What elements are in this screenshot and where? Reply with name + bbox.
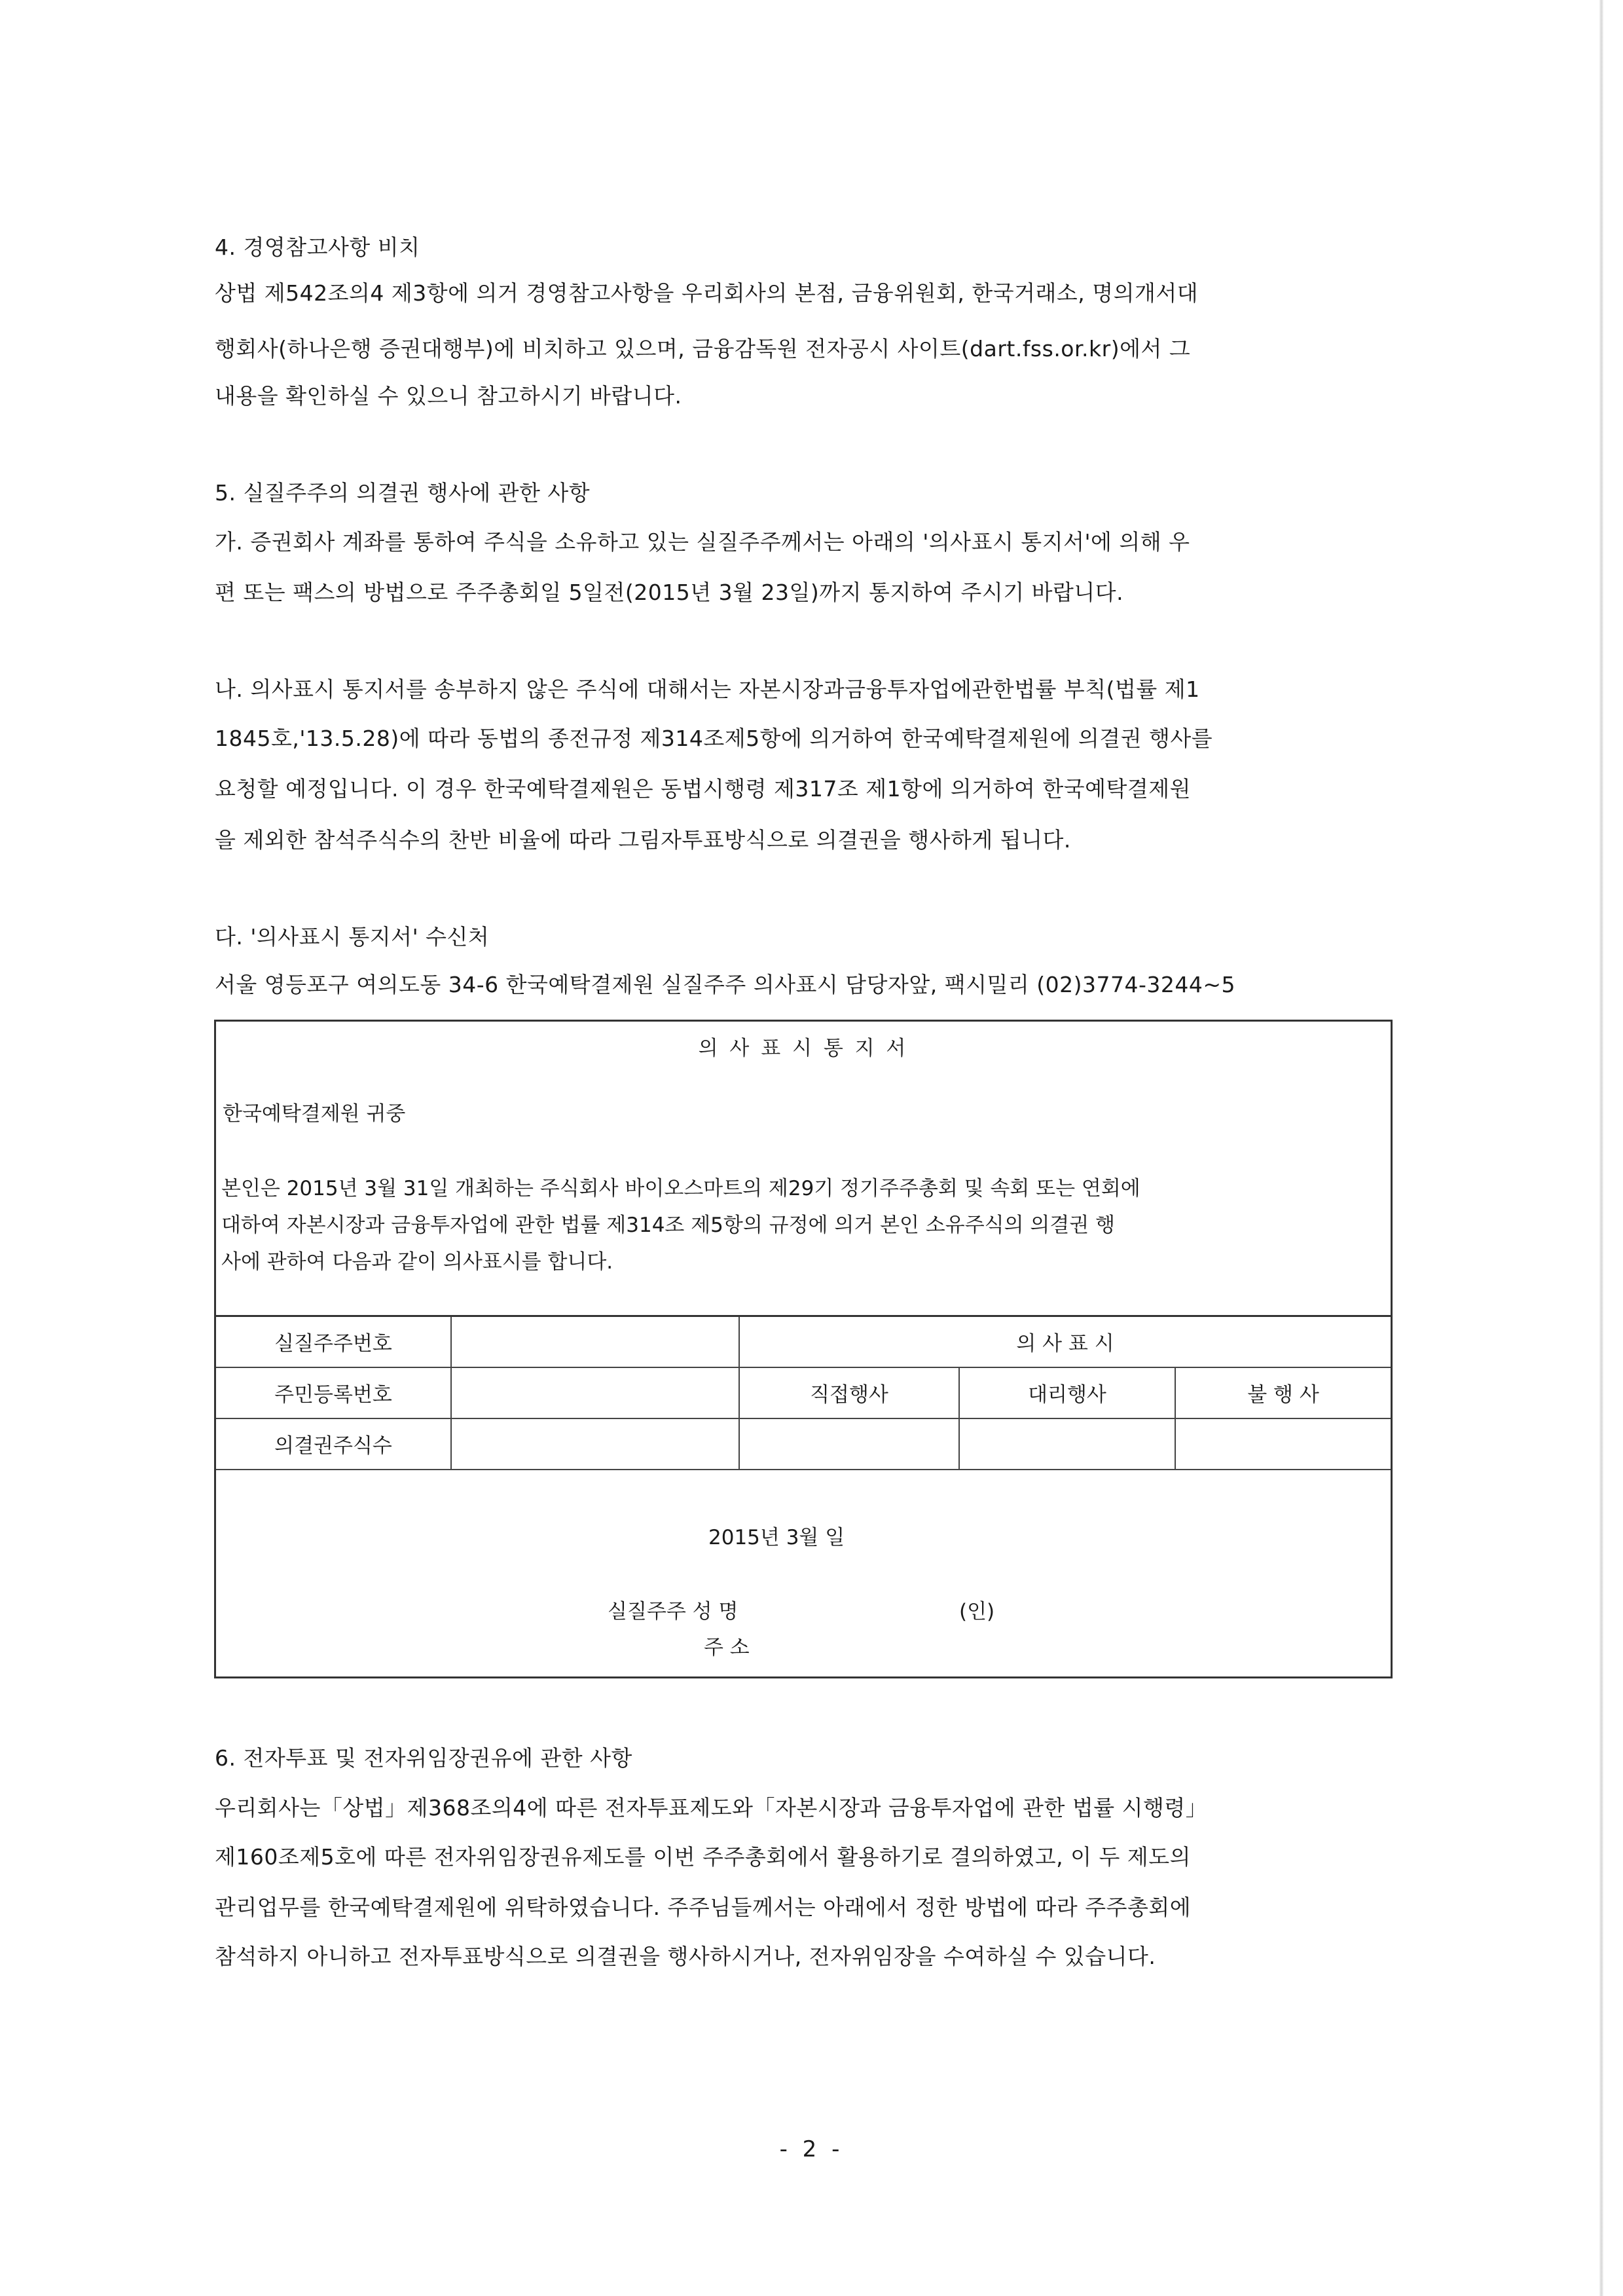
section6-line-4: 참석하지 아니하고 전자투표방식으로 의결권을 행사하시거나, 전자위임장을 수여하실 수 있습니다. — [215, 1944, 1156, 1969]
form-body-line-3: 사에 관하여 다음과 같이 의사표시를 합니다. — [221, 1250, 613, 1274]
form-recipient: 한국예탁결제원 귀중 — [223, 1102, 406, 1126]
section5-na-line-2: 1845호,'13.5.28)에 따라 동법의 종전규정 제314조제5항에 의거하여 한국예탁결제원에 의결권 행사를 — [215, 726, 1213, 751]
notice-form — [214, 1020, 1393, 1678]
option-direct-vote: 직접행사 — [739, 1367, 959, 1418]
vote-intent-header: 의 사 표 시 — [739, 1316, 1391, 1367]
section6-heading: 6. 전자투표 및 전자위임장권유에 관한 사항 — [215, 1745, 632, 1771]
section5-na-line-3: 요청할 예정입니다. 이 경우 한국예탁결제원은 동법시행령 제317조 제1항에 의거하여 한국예탁결제원 — [215, 776, 1191, 802]
row-label-resident-number: 주민등록번호 — [216, 1367, 451, 1418]
section5-ga-line-1: 가. 증권회사 계좌를 통하여 주식을 소유하고 있는 실질주주께서는 아래의 '의사표시 통지서'에 의해 우 — [215, 529, 1190, 555]
voting-shares-field[interactable] — [451, 1418, 739, 1470]
address-label: 주 소 — [704, 1636, 750, 1659]
direct-vote-field[interactable] — [739, 1418, 959, 1470]
option-no-vote: 불 행 사 — [1175, 1367, 1391, 1418]
resident-number-field[interactable] — [451, 1367, 739, 1418]
section5-heading: 5. 실질주주의 의결권 행사에 관한 사항 — [215, 480, 591, 506]
section5-na-line-1: 나. 의사표시 통지서를 송부하지 않은 주식에 대해서는 자본시장과금융투자업에관한법률 부칙(법률 제1 — [215, 676, 1200, 702]
row-label-voting-shares: 의결권주식수 — [216, 1418, 451, 1470]
section6-line-3: 관리업무를 한국예탁결제원에 위탁하였습니다. 주주님들께서는 아래에서 정한 방법에 따라 주주총회에 — [215, 1895, 1192, 1920]
option-proxy-vote: 대리행사 — [959, 1367, 1175, 1418]
form-date: 2015년 3월 일 — [708, 1526, 845, 1549]
section5-na-line-4: 을 제외한 참석주식수의 찬반 비율에 따라 그림자투표방식으로 의결권을 행사하게 됩니다. — [215, 827, 1071, 853]
section5-da-address: 서울 영등포구 여의도동 34-6 한국예탁결제원 실질주주 의사표시 담당자앞, 팩시밀리 (02)3774-3244~5 — [215, 972, 1236, 997]
section5-da-heading: 다. '의사표시 통지서' 수신처 — [215, 924, 490, 950]
shareholder-number-field[interactable] — [451, 1316, 739, 1367]
no-vote-field[interactable] — [1175, 1418, 1391, 1470]
section4-heading: 4. 경영참고사항 비치 — [215, 234, 420, 260]
form-title: 의 사 표 시 통 지 서 — [698, 1037, 909, 1060]
scan-edge — [1599, 0, 1603, 2296]
form-body-line-1: 본인은 2015년 3월 31일 개최하는 주식회사 바이오스마트의 제29기 정기주주총회 및 속회 또는 연회에 — [221, 1177, 1140, 1200]
section4-line-2: 행회사(하나은행 증권대행부)에 비치하고 있으며, 금융감독원 전자공시 사이트(dart.fss.or.kr)에서 그 — [215, 336, 1191, 361]
section4-line-1: 상법 제542조의4 제3항에 의거 경영참고사항을 우리회사의 본점, 금융위원회, 한국거래소, 명의개서대 — [215, 280, 1199, 306]
proxy-vote-field[interactable] — [959, 1418, 1175, 1470]
section5-ga-line-2: 편 또는 팩스의 방법으로 주주총회일 5일전(2015년 3월 23일)까지 통지하여 주시기 바랍니다. — [215, 580, 1124, 605]
section4-line-3: 내용을 확인하실 수 있으니 참고하시기 바랍니다. — [215, 383, 682, 409]
form-body-line-2: 대하여 자본시장과 금융투자업에 관한 법률 제314조 제5항의 규정에 의거 본인 소유주식의 의결권 행 — [221, 1213, 1116, 1237]
seal-mark: (인) — [959, 1600, 995, 1623]
section6-line-1: 우리회사는「상법」제368조의4에 따른 전자투표제도와「자본시장과 금융투자업에 관한 법률 시행령」 — [215, 1795, 1208, 1821]
page-number: - 2 - — [779, 2136, 844, 2162]
row-label-shareholder-number: 실질주주번호 — [216, 1316, 451, 1367]
section6-line-2: 제160조제5호에 따른 전자위임장권유제도를 이번 주주총회에서 활용하기로 결의하였고, 이 두 제도의 — [215, 1844, 1191, 1870]
signer-label: 실질주주 성 명 — [608, 1600, 739, 1623]
vote-table — [216, 1315, 1391, 1470]
